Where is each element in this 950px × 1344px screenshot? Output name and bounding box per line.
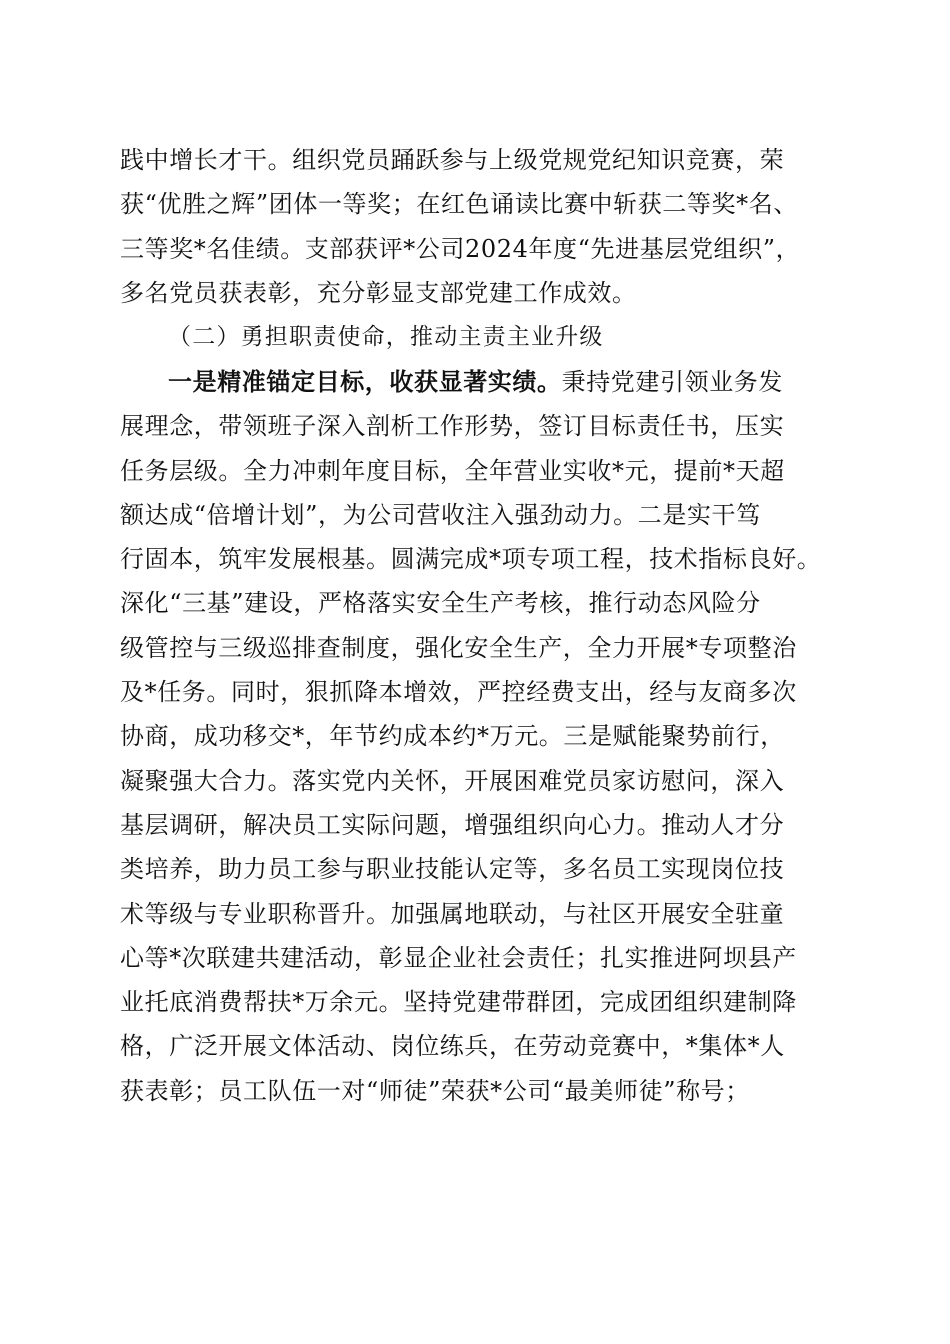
text-line: 凝聚强大合力。落实党内关怀，开展困难党员家访慰问，深入 [120, 766, 785, 795]
paragraph-main [120, 360, 840, 1113]
text-line: 业托底消费帮扶*万余元。坚持党建带群团，完成团组织建制降 [120, 988, 797, 1017]
lead-sentence-rest: 秉持党建引领业务发 [561, 368, 784, 396]
text-line: 类培养，助力员工参与职业技能认定等，多名员工实现岗位技 [120, 855, 785, 884]
text-line: 行固本，筑牢发展根基。圆满完成*项专项工程，技术指标良好。 [120, 545, 822, 574]
text-line: 协商，成功移交*，年节约成本约*万元。三是赋能聚势前行， [120, 722, 785, 751]
section-heading-block [120, 315, 840, 359]
text-line: 多名党员获表彰，充分彰显支部党建工作成效。 [120, 278, 637, 307]
text-line: 三等奖*名佳绩。支部获评*公司2024年度“先进基层党组织”， [120, 234, 801, 263]
paragraph-continuation [120, 138, 840, 315]
text-line: 践中增长才干。组织党员踊跃参与上级党规党纪知识竞赛，荣 [120, 146, 785, 174]
text-line: 展理念，带领班子深入剖析工作形势，签订目标责任书，压实 [120, 412, 785, 441]
text-line: 深化“三基”建设，严格落实安全生产考核，推行动态风险分 [120, 589, 761, 618]
text-line: 基层调研，解决员工实际问题，增强组织向心力。推动人才分 [120, 810, 785, 839]
text-line-first [120, 360, 840, 404]
section-heading: （二）勇担职责使命，推动主责主业升级 [168, 324, 604, 350]
text-line: 及*任务。同时，狠抓降本增效，严控经费支出，经与友商多次 [120, 678, 797, 707]
text-line: 获“优胜之辉”团体一等奖；在红色诵读比赛中斩获二等奖*名、 [120, 190, 798, 219]
text-line: 获表彰；员工队伍一对“师徒”荣获*公司“最美师徒”称号； [120, 1076, 750, 1105]
bold-lead-sentence: 一是精准锚定目标，收获显著实绩。 [168, 367, 562, 396]
text-line: 任务层级。全力冲刺年度目标，全年营业实收*元，提前*天超 [120, 456, 785, 485]
text-line: 术等级与专业职称晋升。加强属地联动，与社区开展安全驻童 [120, 899, 785, 928]
text-line: 心等*次联建共建活动，彰显企业社会责任；扎实推进阿坝县产 [120, 943, 797, 972]
text-line: 级管控与三级巡排查制度，强化安全生产，全力开展*专项整治 [120, 633, 797, 662]
text-line: 额达成“倍增计划”，为公司营收注入强劲动力。二是实干笃 [120, 500, 761, 529]
text-line: 格，广泛开展文体活动、岗位练兵，在劳动竞赛中，*集体*人 [120, 1032, 785, 1061]
